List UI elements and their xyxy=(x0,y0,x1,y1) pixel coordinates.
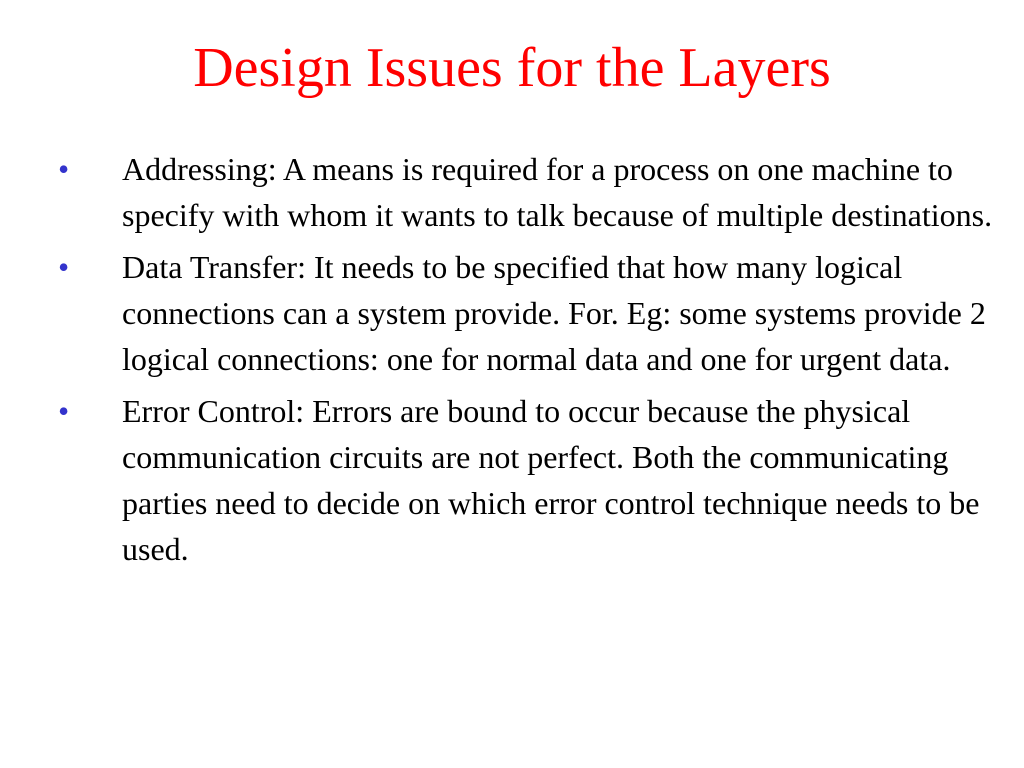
bullet-item-addressing xyxy=(0,146,1024,238)
bullet-marker: • xyxy=(58,151,70,187)
slide-title: Design Issues for the Layers xyxy=(193,37,831,99)
bullet-item-data-transfer xyxy=(0,244,1024,382)
bullet-text-addressing: Addressing: A means is required for a process on one machine to specify with whom it wants to talk because of multiple destinations. xyxy=(122,151,993,233)
bullet-text-error-control: Error Control: Errors are bound to occur because the physical communication circuits are not perfect. Both the communicating parties need to decide on which error control technique needs to be used. xyxy=(122,393,980,567)
bullet-item-error-control xyxy=(0,388,1024,572)
bullet-marker: • xyxy=(58,249,70,285)
bullet-list xyxy=(0,146,1024,578)
bullet-marker: • xyxy=(58,393,70,429)
bullet-text-data-transfer: Data Transfer: It needs to be specified that how many logical connections can a system provide. For. Eg: some systems provide 2 logical connections: one for normal data and one for urgent data. xyxy=(122,249,986,377)
